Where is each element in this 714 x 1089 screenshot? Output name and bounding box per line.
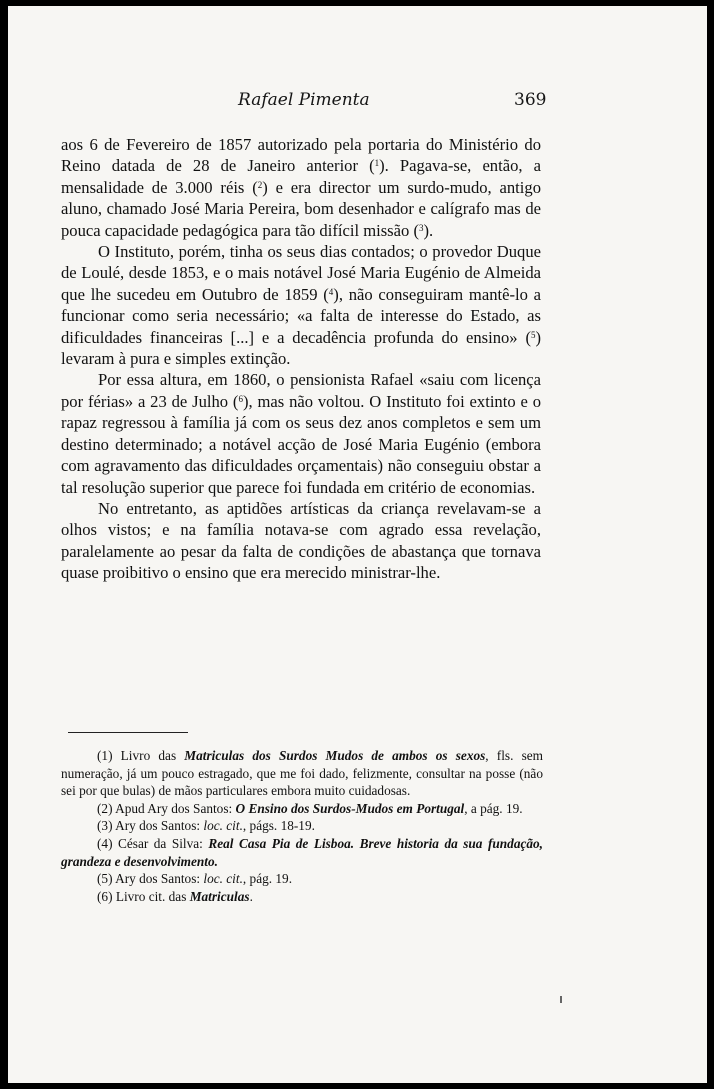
text-run: Real Casa Pia de Lisboa. Breve historia da sua fundação, grandeza e desenvolvimento. bbox=[61, 835, 543, 869]
footnote-divider bbox=[68, 732, 188, 733]
text-run: , págs. 18-19. bbox=[242, 818, 315, 834]
footnote-number: (4) bbox=[97, 835, 113, 851]
text-run: ). bbox=[423, 220, 434, 240]
text-run: loc. cit. bbox=[203, 818, 243, 834]
text-run: ) levaram à pura e simples extinção. bbox=[61, 327, 541, 369]
footnote bbox=[61, 800, 543, 818]
book-page bbox=[8, 6, 707, 1083]
text-run: Apud Ary dos Santos: bbox=[112, 800, 236, 816]
footnote-ref: 3 bbox=[418, 222, 424, 233]
body-text bbox=[61, 134, 541, 584]
text-run: O Ensino dos Surdos-Mudos em Portugal bbox=[235, 800, 465, 816]
footnote-ref: 2 bbox=[257, 179, 263, 190]
footnote-number: (1) bbox=[97, 748, 113, 763]
paragraph bbox=[61, 498, 541, 584]
text-run: ) e era director um surdo-mudo, antigo aluno, chamado José Maria Pereira, bom desenhador e calígrafo mas de pouca capacidade pedagógica para tão difícil missão ( bbox=[61, 177, 541, 240]
scan-speck bbox=[560, 996, 562, 1003]
footnote bbox=[61, 747, 543, 800]
footnote-ref: 1 bbox=[374, 158, 380, 169]
footnote-number: (5) bbox=[97, 871, 113, 887]
paragraph bbox=[61, 134, 541, 241]
paragraph bbox=[61, 369, 541, 497]
text-run: Livro cit. das bbox=[112, 888, 190, 904]
text-run: No entretanto, as aptidões artísticas da criança revelavam-se a olhos vistos; e na família notava-se com agrado essa revelação, paralelamente ao pesar da falta de condições de abastança que tornava quase proibitivo o ensino que era merecido ministrar-lhe. bbox=[61, 498, 541, 583]
footnote-ref: 4 bbox=[328, 286, 334, 297]
text-run: . bbox=[249, 888, 253, 904]
footnote bbox=[61, 888, 543, 906]
paragraph bbox=[61, 241, 541, 369]
text-run: loc. cit. bbox=[203, 871, 243, 887]
text-run: , pág. 19. bbox=[242, 871, 293, 887]
text-run: aos 6 de Fevereiro de 1857 autorizado pela portaria do Ministério do Reino datada de 28 de Janeiro anterior ( bbox=[61, 135, 541, 176]
footnote-number: (2) bbox=[97, 800, 113, 816]
footnote-number: (3) bbox=[97, 818, 113, 834]
text-run: ), não conseguiram mantê-lo a funcionar como seria necessário; «a falta de interesse do Estado, as dificuldades financeiras [...] e a decadência profunda do ensino» ( bbox=[61, 284, 542, 347]
text-run: ). Pagava-se, então, a mensalidade de 3.000 réis ( bbox=[61, 156, 541, 197]
footnote-ref: 5 bbox=[530, 329, 536, 340]
text-run: , fls. sem numeração, já um pouco estragado, que me foi dado, felizmente, consultar na posse (não sei por que bulas) de mãos particulares embora muito cuidadosas. bbox=[61, 748, 543, 799]
footnotes bbox=[61, 747, 543, 905]
running-title: Rafael Pimenta bbox=[238, 90, 370, 110]
text-run: O Instituto, porém, tinha os seus dias contados; o provedor Duque de Loulé, desde 1853, e o mais notável José Maria Eugénio de Almeida que lhe sucedeu em Outubro de 1859 ( bbox=[61, 242, 541, 304]
footnote bbox=[61, 870, 543, 888]
text-run: Por essa altura, em 1860, o pensionista Rafael «saiu com licença por férias» a 23 de Julho ( bbox=[61, 370, 541, 411]
text-run: Ary dos Santos: bbox=[112, 871, 204, 887]
footnote-number: (6) bbox=[97, 888, 113, 904]
text-run: Matriculas dos Surdos Mudos de ambos os sexos bbox=[184, 748, 486, 763]
text-run: César da Silva: bbox=[112, 835, 209, 851]
text-run: Matriculas bbox=[189, 888, 250, 904]
text-run: Ary dos Santos: bbox=[112, 818, 204, 834]
text-run: , a pág. 19. bbox=[464, 800, 523, 816]
page-number: 369 bbox=[514, 90, 547, 110]
footnote bbox=[61, 817, 543, 835]
footnote-ref: 6 bbox=[238, 393, 243, 404]
footnote bbox=[61, 835, 543, 870]
text-run: Livro das bbox=[112, 748, 185, 763]
text-run: ), mas não voltou. O Instituto foi extinto e o rapaz regressou à família já com os seus dez anos completos e sem um destino determinado; a notável acção de José Maria Eugénio (embora com agravamento das dificuldades orçamentais) não conseguiu obstar a tal resolução superior que parece foi fundada em critério de economias. bbox=[61, 391, 541, 497]
